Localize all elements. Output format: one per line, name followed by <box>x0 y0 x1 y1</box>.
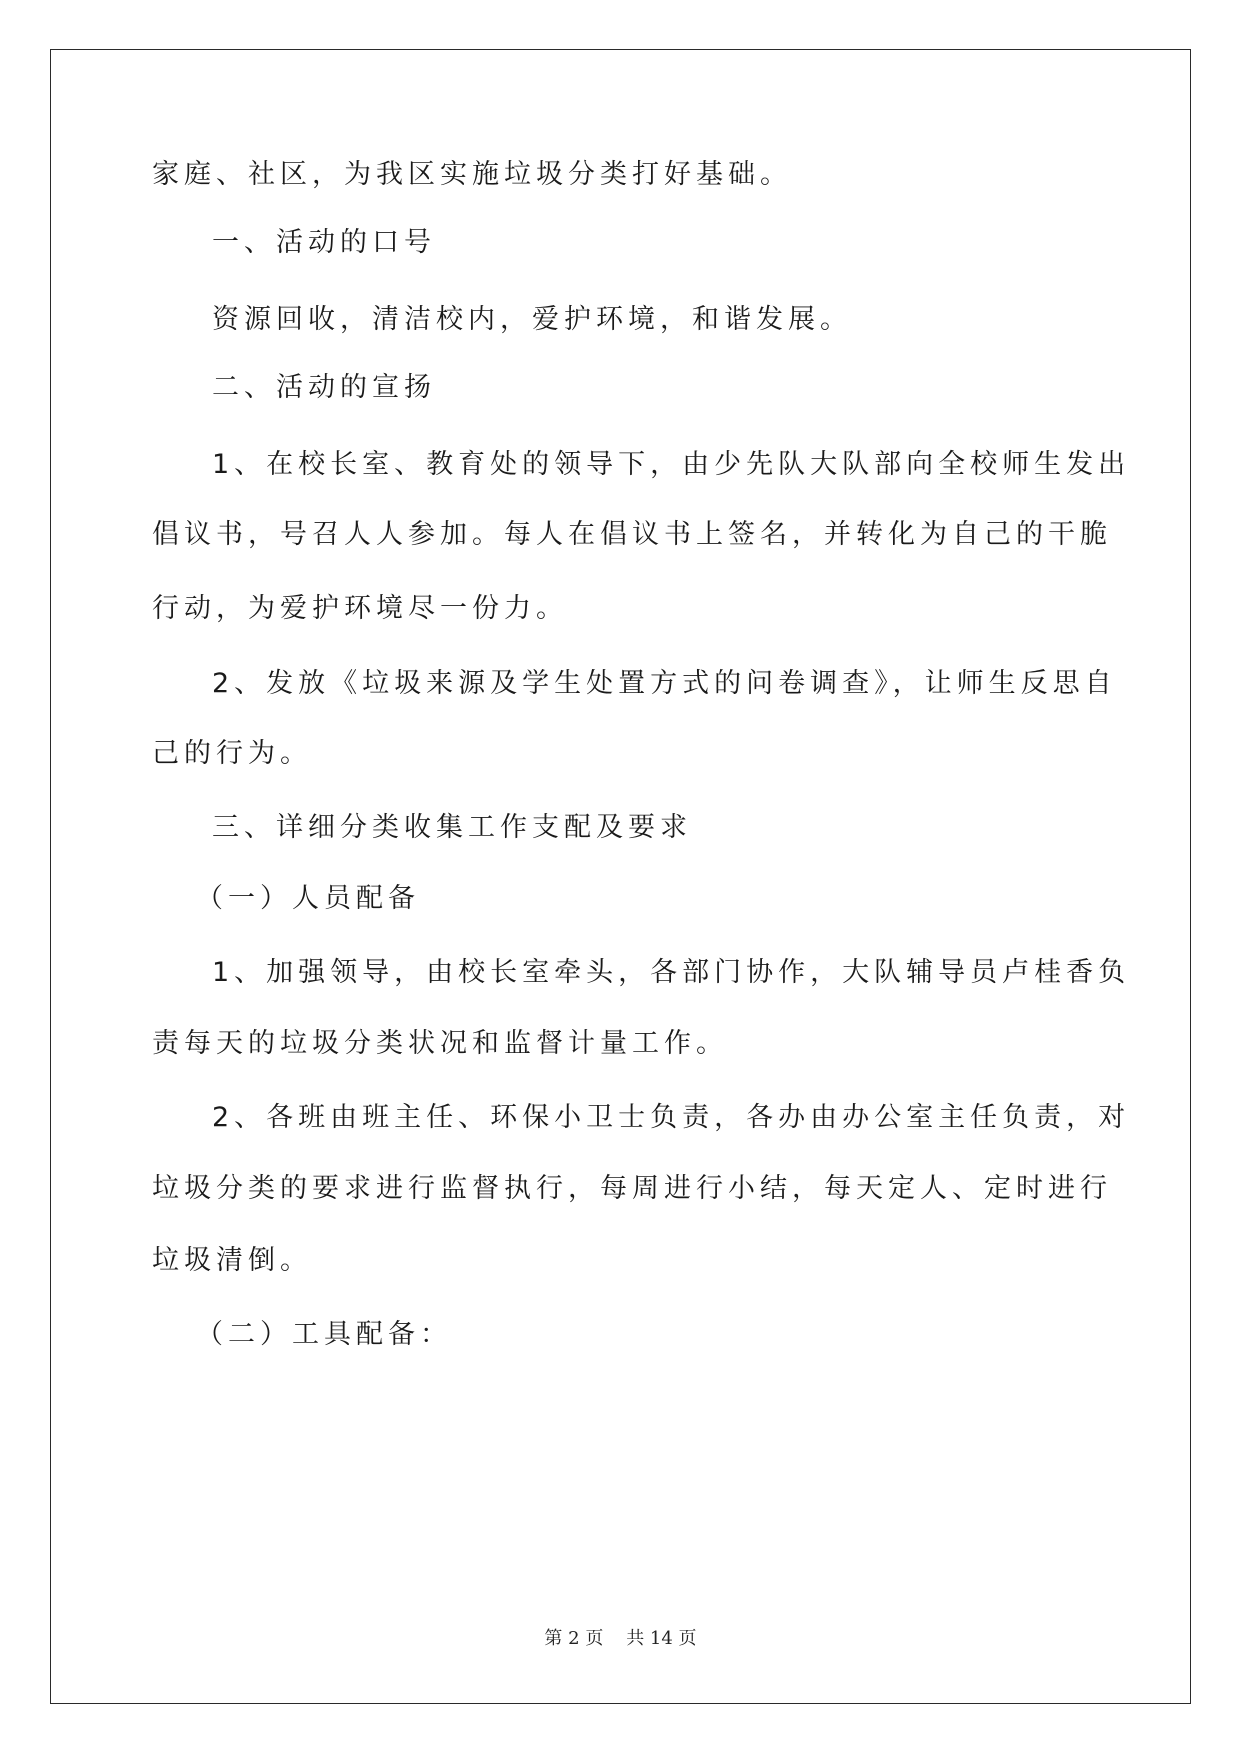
paragraph-line: 2、发放《垃圾来源及学生处置方式的问卷调查》，让师生反思自 <box>212 668 1117 699</box>
paragraph-line: 1、加强领导，由校长室牵头，各部门协作，大队辅导员卢桂香负 <box>212 957 1131 988</box>
paragraph-line: 资源回收，清洁校内，爱护环境，和谐发展。 <box>212 304 852 335</box>
subsection-heading: （一）人员配备 <box>196 883 420 914</box>
page-border <box>50 49 1191 1704</box>
section-heading: 二、活动的宣扬 <box>212 372 436 403</box>
paragraph-line: 行动，为爱护环境尽一份力。 <box>152 593 568 624</box>
paragraph-line: 责每天的垃圾分类状况和监督计量工作。 <box>152 1028 728 1059</box>
paragraph-line: 家庭、社区，为我区实施垃圾分类打好基础。 <box>152 159 792 190</box>
paragraph-line: 垃圾清倒。 <box>152 1245 312 1276</box>
subsection-heading: （二）工具配备： <box>196 1319 452 1350</box>
paragraph-line: 倡议书，号召人人参加。每人在倡议书上签名，并转化为自己的干脆 <box>152 519 1112 550</box>
page-number-footer: 第 2 页 共 14 页 <box>544 1628 697 1649</box>
section-heading: 三、详细分类收集工作支配及要求 <box>212 812 692 843</box>
paragraph-line: 己的行为。 <box>152 738 312 769</box>
paragraph-line: 1、在校长室、教育处的领导下，由少先队大队部向全校师生发出 <box>212 449 1131 480</box>
section-heading: 一、活动的口号 <box>212 227 436 258</box>
paragraph-line: 垃圾分类的要求进行监督执行，每周进行小结，每天定人、定时进行 <box>152 1173 1112 1204</box>
paragraph-line: 2、各班由班主任、环保小卫士负责，各办由办公室主任负责，对 <box>212 1102 1131 1133</box>
